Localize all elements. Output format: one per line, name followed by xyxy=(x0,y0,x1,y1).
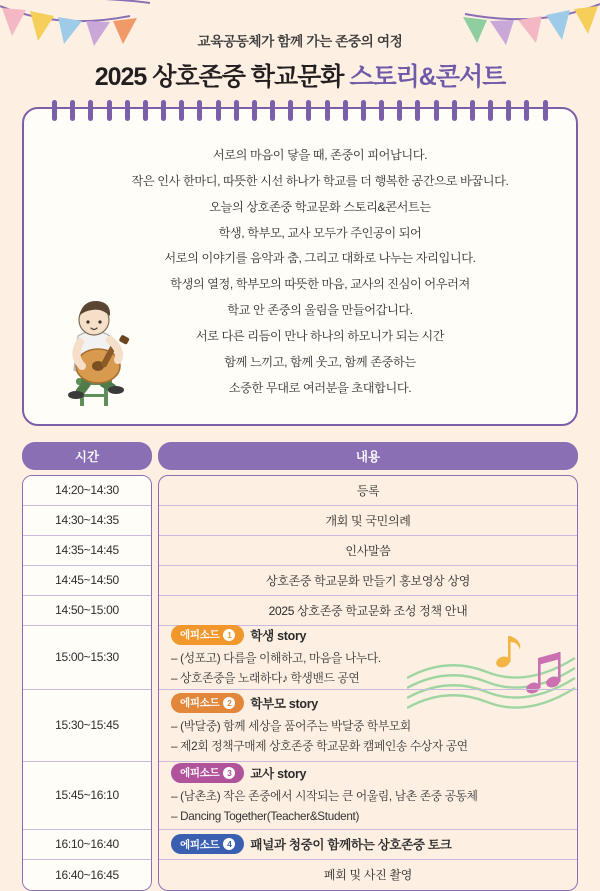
episode-header xyxy=(171,693,565,713)
content-cell xyxy=(159,690,577,762)
ring-icon xyxy=(70,100,75,121)
intro-line: 서로의 이야기를 음악과 춤, 그리고 대화로 나누는 자리입니다. xyxy=(164,251,476,266)
time-column xyxy=(22,475,152,891)
ring-icon xyxy=(415,100,420,121)
ring-icon xyxy=(452,100,457,121)
time-cell: 14:20~14:30 xyxy=(23,476,151,506)
ring-icon xyxy=(506,100,511,121)
ring-icon xyxy=(52,100,57,121)
time-cell: 14:30~14:35 xyxy=(23,506,151,536)
episode-badge-number: 1 xyxy=(223,629,235,641)
episode-badge-number: 2 xyxy=(223,697,235,709)
ring-icon xyxy=(143,100,148,121)
time-cell: 16:40~16:45 xyxy=(23,860,151,890)
episode-title: 패널과 청중이 함께하는 상호존중 토크 xyxy=(250,838,452,853)
ring-icon xyxy=(125,100,130,121)
episode-detail-line: – (박달중) 함께 세상을 품어주는 박달중 학부모회 xyxy=(171,719,411,733)
time-cell: 15:30~15:45 xyxy=(23,690,151,762)
ring-icon xyxy=(270,100,275,121)
intro-line: 작은 인사 한마디, 따뜻한 시선 하나가 학교를 더 행복한 공간으로 바꿉니다. xyxy=(131,173,509,188)
episode-badge xyxy=(171,834,244,854)
ring-icon xyxy=(434,100,439,121)
episode-title: 학생 story xyxy=(250,628,307,643)
intro-line: 학생, 학부모, 교사 모두가 주인공이 되어 xyxy=(218,225,422,240)
page-title-accent: 스토리&콘서트 xyxy=(349,63,506,91)
schedule-table-body xyxy=(22,475,578,891)
ring-icon xyxy=(397,100,402,121)
ring-icon xyxy=(161,100,166,121)
notebook-rings xyxy=(52,100,548,122)
schedule-table xyxy=(22,442,578,891)
episode-badge xyxy=(171,693,244,713)
episode-badge-label: 에피소드 xyxy=(180,629,220,642)
episode-title: 학부모 story xyxy=(250,696,318,711)
ring-icon xyxy=(306,100,311,121)
table-header-time: 시간 xyxy=(22,442,152,470)
episode-title: 교사 story xyxy=(250,766,307,781)
ring-icon xyxy=(524,100,529,121)
ring-icon xyxy=(379,100,384,121)
episode-detail-line: – (남촌초) 작은 존중에서 시작되는 큰 어울림, 남촌 존중 공동체 xyxy=(171,789,478,803)
page-subtitle: 교육공동체가 함께 가는 존중의 여정 xyxy=(197,34,403,49)
content-column-inner xyxy=(159,476,577,890)
page-title-main: 2025 상호존중 학교문화 xyxy=(94,63,350,91)
time-cell: 14:50~15:00 xyxy=(23,596,151,626)
content-cell: 개회 및 국민의례 xyxy=(159,506,577,536)
page-header xyxy=(0,0,600,93)
episode-badge xyxy=(171,625,244,645)
content-cell xyxy=(159,762,577,830)
episode-badge-number: 4 xyxy=(223,838,235,850)
episode-badge-label: 에피소드 xyxy=(180,838,220,851)
intro-card xyxy=(22,107,578,426)
intro-line: 학교 안 존중의 울림을 만들어갑니다. xyxy=(227,303,413,318)
episode-badge-label: 에피소드 xyxy=(180,697,220,710)
ring-icon xyxy=(107,100,112,121)
ring-icon xyxy=(288,100,293,121)
time-cell: 16:10~16:40 xyxy=(23,830,151,860)
ring-icon xyxy=(488,100,493,121)
episode-badge xyxy=(171,763,244,783)
table-header-content: 내용 xyxy=(158,442,578,470)
ring-icon xyxy=(234,100,239,121)
schedule-table-header xyxy=(22,442,578,470)
content-cell xyxy=(159,830,577,860)
ring-icon xyxy=(179,100,184,121)
content-cell: 등록 xyxy=(159,476,577,506)
content-column xyxy=(158,475,578,891)
ring-icon xyxy=(343,100,348,121)
ring-icon xyxy=(216,100,221,121)
time-cell: 15:45~16:10 xyxy=(23,762,151,830)
intro-line: 소중한 무대로 여러분을 초대합니다. xyxy=(228,380,412,395)
ring-icon xyxy=(252,100,257,121)
episode-header xyxy=(171,763,565,783)
intro-line: 오늘의 상호존중 학교문화 스토리&콘서트는 xyxy=(209,199,431,214)
episode-header xyxy=(171,625,565,645)
time-cell: 15:00~15:30 xyxy=(23,626,151,690)
episode-badge-label: 에피소드 xyxy=(180,767,220,780)
content-cell: 2025 상호존중 학교문화 조성 정책 안내 xyxy=(159,596,577,626)
episode-detail-line: – Dancing Together(Teacher&Student) xyxy=(171,810,360,824)
intro-line: 학생의 열정, 학부모의 따뜻한 마음, 교사의 진심이 어우러져 xyxy=(170,277,470,292)
time-cell: 14:45~14:50 xyxy=(23,566,151,596)
intro-line: 함께 느끼고, 함께 웃고, 함께 존중하는 xyxy=(224,354,416,369)
time-cell: 14:35~14:45 xyxy=(23,536,151,566)
ring-icon xyxy=(325,100,330,121)
content-cell: 상호존중 학교문화 만들기 홍보영상 상영 xyxy=(159,566,577,596)
page-title xyxy=(0,57,600,93)
episode-detail-line: – 제2회 정책구매제 상호존중 학교문화 캠페인송 수상자 공연 xyxy=(171,740,468,754)
intro-line: 서로의 마음이 닿을 때, 존중이 피어납니다. xyxy=(212,148,428,162)
guitarist-illustration xyxy=(40,280,160,410)
episode-badge-number: 3 xyxy=(223,767,235,779)
episode-header xyxy=(171,834,565,854)
ring-icon xyxy=(88,100,93,121)
episode-detail-line: – 상호존중을 노래하다♪ 학생밴드 공연 xyxy=(171,672,360,686)
episode-detail-line: – (성포고) 다름을 이해하고, 마음을 나누다. xyxy=(171,651,381,665)
ring-icon xyxy=(197,100,202,121)
content-cell: 인사말씀 xyxy=(159,536,577,566)
ring-icon xyxy=(361,100,366,121)
content-cell: 폐회 및 사진 촬영 xyxy=(323,868,413,883)
ring-icon xyxy=(470,100,475,121)
intro-line: 서로 다른 리듬이 만나 하나의 하모니가 되는 시간 xyxy=(195,329,445,344)
content-cell xyxy=(159,626,577,690)
intro-card-wrapper xyxy=(22,107,578,426)
ring-icon xyxy=(543,100,548,121)
